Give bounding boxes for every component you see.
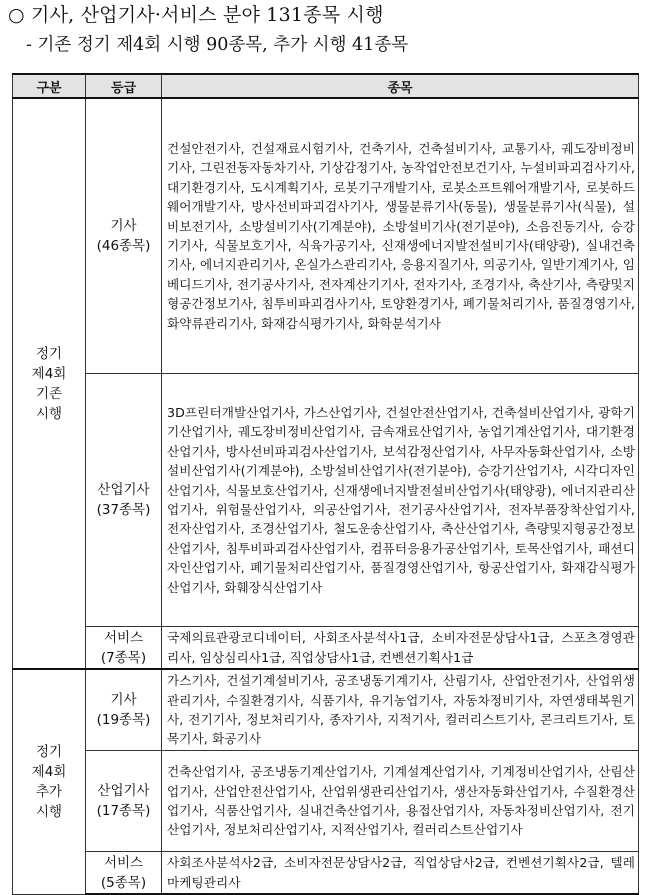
items-engineer-additional: 가스기사, 건설기계설비기사, 공조냉동기계기사, 산림기사, 산업안전기사, 산업위생관리기사, 수질환경기사, 식품기사, 유기농업기사, 자동차정비기사, 자연생태복원기사, 전기기사, 정보처리기사, 종자기사, 지적기사, 컬러리스트기사, 콘크리트기사, 토목기사, 화공기사 [162, 669, 639, 751]
header-grade: 등급 [86, 74, 162, 98]
grade-engineer-additional: 기사 (19종목) [86, 669, 162, 751]
items-engineer: 건설안전기사, 건설재료시험기사, 건축기사, 건축설비기사, 교통기사, 궤도장비정비기사, 그린전동자동차기사, 기상감정기사, 농작업안전보건기사, 누설비파괴검사기사, 대기환경기사, 도시계획기사, 로봇기구개발기사, 로봇소프트웨어개발기사, 로봇하드웨어개발기사, 방사선비파괴검사기사, 생물분류기사(동물), 생물분류기사(식물), 설비보전기사, 소방설비기사(기계분야), 소방설비기사(전기분야), 소음진동기사, 승강기기사, 식물보호기사, 식육가공기사, 신재생에너지발전설비기사(태양광), 실내건축기사, 에너지관리기사, 온실가스관리기사, 응용지질기사, 의공기사, 일반기계기사, 임베디드기사, 전기공사기사, 전자계산기기사, 전자기사, 조경기사, 축산기사, 측량및지형공간정보기사, 침투비파괴검사기사, 토양환경기사, 폐기물처리기사, 품질경영기사, 화약류관리기사, 화재감식평가기사, 화학분석기사 [162, 98, 639, 374]
table-row [13, 98, 639, 374]
category-additional: 정기 제4회 추가 시행 [13, 669, 86, 894]
table-row [13, 751, 639, 852]
table-row [13, 669, 639, 751]
items-industrial-engineer: 3D프린터개발산업기사, 가스산업기사, 건설안전산업기사, 건축설비산업기사, 광학기기산업기사, 궤도장비정비산업기사, 금속재료산업기사, 농업기계산업기사, 대기환경산업기사, 방사선비파괴검사산업기사, 보석감정산업기사, 사무자동화산업기사, 소방설비산업기사(기계분야), 소방설비산업기사(전기분야), 승강기산업기사, 시각디자인산업기사, 식물보호산업기사, 신재생에너지발전설비산업기사(태양광), 에너지관리산업기사, 위험물산업기사, 의공산업기사, 전기공사산업기사, 전자부품장착산업기사, 전자산업기사, 조경산업기사, 철도운송산업기사, 축산산업기사, 측량및지형공간정보산업기사, 침투비파괴검사산업기사, 컴퓨터응용가공산업기사, 토목산업기사, 패션디자인산업기사, 폐기물처리산업기사, 품질경영산업기사, 항공산업기사, 화재감식평가산업기사, 화훼장식산업기사 [162, 374, 639, 627]
table-row [13, 374, 639, 627]
grade-industrial-engineer-additional: 산업기사 (17종목) [86, 751, 162, 852]
table-header-row [13, 74, 639, 98]
exam-items-table [12, 73, 639, 895]
grade-industrial-engineer: 산업기사 (37종목) [86, 374, 162, 627]
table-row [13, 852, 639, 895]
grade-engineer: 기사 (46종목) [86, 98, 162, 374]
table-row [13, 627, 639, 670]
header-items: 종목 [162, 74, 639, 98]
section-subheading: - 기존 정기 제4회 시행 90종목, 추가 시행 41종목 [26, 35, 409, 55]
header-category: 구분 [13, 74, 86, 98]
items-industrial-engineer-additional: 건축산업기사, 공조냉동기계산업기사, 기계설계산업기사, 기계정비산업기사, 산림산업기사, 산업안전산업기사, 산업위생관리산업기사, 생산자동화산업기사, 수질환경산업기사, 식품산업기사, 실내건축산업기사, 용접산업기사, 자동차정비산업기사, 전기산업기사, 정보처리산업기사, 지적산업기사, 컬러리스트산업기사 [162, 751, 639, 852]
grade-service-additional: 서비스 (5종목) [86, 852, 162, 895]
category-existing: 정기 제4회 기존 시행 [13, 98, 86, 669]
section-heading: ○ 기사, 산업기사·서비스 분야 131종목 시행 [8, 4, 384, 26]
grade-service: 서비스 (7종목) [86, 627, 162, 670]
items-service: 국제의료관광코디네이터, 사회조사분석사1급, 소비자전문상담사1급, 스포츠경영관리사, 임상심리사1급, 직업상담사1급, 컨벤션기획사1급 [162, 627, 639, 670]
items-service-additional: 사회조사분석사2급, 소비자전문상담사2급, 직업상담사2급, 컨벤션기획사2급, 텔레마케팅관리사 [162, 852, 639, 895]
